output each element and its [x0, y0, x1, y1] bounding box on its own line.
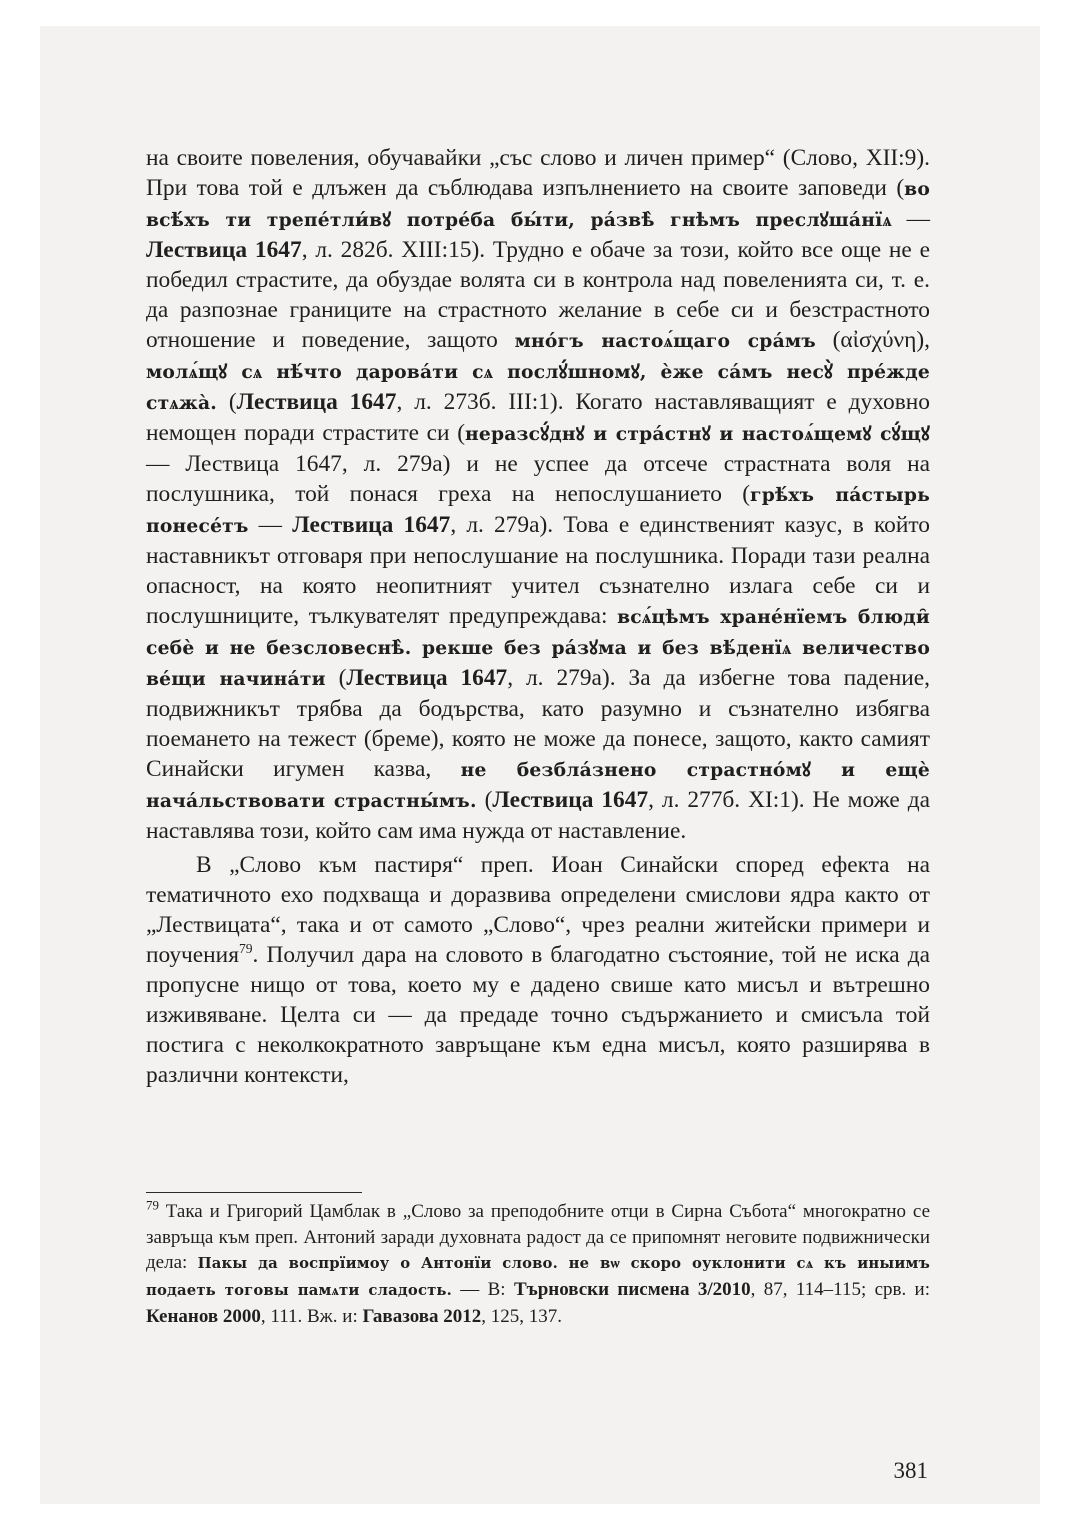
- church-slavonic-quote: всѧ́цѣмъ хране́нїемъ блюди̑ себѐ и не безсловеснѣ̀. рекше без ра́зꙋма и без вѣ́денїѧ величество ве́щи начина́ти: [146, 606, 930, 690]
- text-run: (: [815, 327, 841, 353]
- text-run: ),: [916, 327, 930, 353]
- page-number: 381: [893, 1458, 928, 1483]
- church-slavonic-quote: молѧ́щꙋ сѧ нѣ́что дарова́ти сѧ послꙋ́шномꙋ, ѐже са́мъ несꙋ̀ пре́жде стѧжа̀.: [146, 361, 930, 414]
- text-run: , л. 279а). За да избегне това падение, подвижникът трябва да бодърства, като разумно и съзнателно избягва поемането на тежест (бреме), която не може да понесе, защото, както самият Синайски игумен казва,: [146, 665, 931, 782]
- church-slavonic-quote: во всѣ́хъ ти трепе́тли́вꙋ потре́ба бы́ти, ра́звѣ̀ гнѣмъ прeслꙋша́нїѧ: [146, 178, 930, 231]
- paragraph-1: [146, 143, 930, 846]
- church-slavonic-quote: неразсꙋ́днꙋ и стра́стнꙋ и настоѧ́щемꙋ сꙋ́щꙋ: [465, 423, 930, 445]
- text-run: , 111. Вж. и:: [260, 1305, 363, 1327]
- text-run: , 125, 137.: [481, 1305, 563, 1327]
- footnote-reference[interactable]: 79: [238, 941, 253, 957]
- citation-source: Лествица 1647: [492, 787, 649, 813]
- text-run: , л. 277б. XI:1). Не може да наставлява този, който сам има нужда от наставление.: [146, 787, 931, 844]
- text-run: , л. 279а). Това е единственият казус, в който наставникът отговаря при непослушание на послушника. Поради тази реална опасност, на която неопитният учител съзнателно излага себе си и послушниците, тълкувателят предупреждава:: [146, 512, 930, 629]
- text-run: —: [248, 512, 293, 538]
- text-run: , 87, 114–115; срв. и:: [750, 1279, 931, 1301]
- text-run: , л. 273б. III:1). Когато наставляващият е духовно немощен поради страстите си (: [146, 389, 930, 446]
- citation-source: Лествица 1647: [236, 389, 397, 415]
- text-run: — В:: [451, 1279, 514, 1301]
- citation-source: Лествица 1647: [292, 512, 451, 538]
- church-slavonic-quote: мно́гъ настоѧ́щаго сра́мъ: [514, 330, 816, 352]
- footnote-separator: [146, 1192, 362, 1193]
- paragraph-2: [146, 850, 930, 1090]
- text-run: . Получил дара на словото в благодатно състояние, той не иска да пропусне нищо от това, което му е дадено свише като мисъл и вътрешно изживяване. Целта си — да предаде точно съдържанието и смисъла той постига с неколкократното завръщане към една мисъл, която разширява в различни контексти,: [146, 942, 930, 1088]
- footnote-number: 79: [146, 1197, 159, 1213]
- text-run: (: [216, 389, 237, 415]
- text-run: — Лествица 1647, л. 279а) и не успее да отсече страстната воля на послушника, той понася греха на непослушанието (: [146, 451, 930, 507]
- church-slavonic-quote: грѣ́хъ па́стырь понесе́тъ: [146, 484, 930, 537]
- citation-source: Лествица 1647: [146, 237, 302, 263]
- greek-term: αἰσχύνη: [840, 327, 917, 353]
- citation-source: Търновски писмена 3/2010: [513, 1279, 751, 1301]
- citation-source: Кенанов 2000: [146, 1305, 261, 1327]
- citation-source: Гавазова 2012: [362, 1305, 482, 1327]
- text-run: , л. 282б. XIII:15). Трудно е обаче за този, който все още не е победил страстите, да обуздае волята си в контрола над повеленията си, т. е. да разпознае границите на страстното желание в себе си и безстрастното отношение и поведение, защото: [146, 237, 931, 353]
- main-text: [146, 143, 930, 1090]
- text-run: В „Слово към пастиря“ преп. Иоан Синайски според ефекта на тематичното ехо подхваща и доразвива определени смислови ядра както от „Лествицата“, така и от самото „Слово“, чрез реални житейски примери и поучения: [146, 852, 930, 968]
- citation-source: Лествица 1647: [346, 665, 508, 691]
- text-run: —: [891, 206, 930, 232]
- footnote-79: [146, 1199, 930, 1330]
- text-run: Така и Григорий Цамблак в „Слово за преподобните отци в Сирна Събота“ многократно се завръща към преп. Антоний заради духовната радост да се припомнят неговите подвижнически дела:: [146, 1201, 930, 1274]
- text-run: (: [325, 665, 347, 691]
- church-slavonic-quote: не безбла́знено страстно́мꙋ и ещѐ нача́льствовати страстны́мъ.: [146, 759, 930, 812]
- church-slavonic-quote: Пакы да воспрїимоу о Антонїи слово. не вѡ скоро оуклонити сѧ къ иныимъ подаеть тоговы памѧти сладость.: [146, 1255, 931, 1300]
- text-run: на своите повеления, обучавайки „със слово и личен пример“ (Слово, XII:9). При това той е длъжен да съблюдава изпълнението на своите заповеди (: [146, 145, 930, 201]
- text-run: (: [476, 787, 493, 813]
